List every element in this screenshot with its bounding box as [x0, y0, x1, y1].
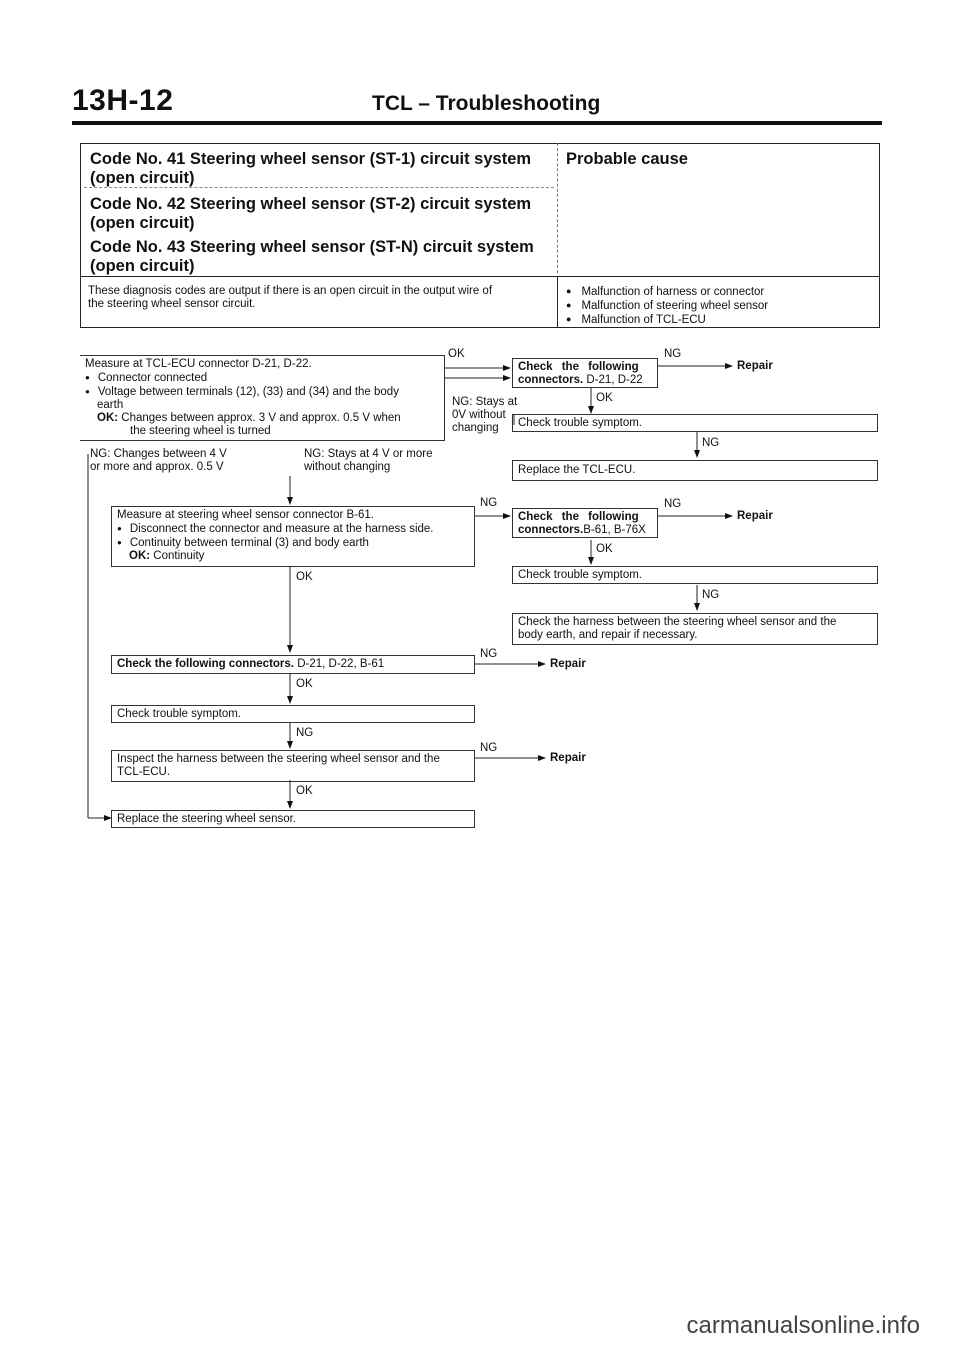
code-41: Code No. 41 Steering wheel sensor (ST-1) circuit system (open circuit)	[90, 150, 532, 187]
replace-ecu: Replace the TCL-ECU.	[512, 460, 878, 481]
ng-label: NG	[702, 437, 720, 449]
code-42: Code No. 42 Steering wheel sensor (ST-2) circuit system (open circuit)	[90, 195, 532, 232]
ng-label: NG	[664, 498, 682, 510]
measure-sensor-box: Measure at steering wheel sensor connector B-61. ● Disconnect the connector and measure at the harness side. ● Continuity between terminal (3) and body earth OK: Continuity	[111, 506, 475, 567]
ng-stays-4v: NG: Stays at 4 V or more without changing	[304, 448, 433, 473]
check-trouble-symptom-3: Check trouble symptom.	[111, 705, 475, 723]
ng-label: NG	[664, 348, 682, 360]
page-title: TCL – Troubleshooting	[372, 92, 601, 115]
ok-label: OK	[596, 543, 613, 555]
ng-changes-between: NG: Changes between 4 V or more and approx. 0.5 V	[90, 448, 227, 473]
cause-item: ● Malfunction of steering wheel sensor	[566, 299, 768, 313]
measure-ecu-box: Measure at TCL-ECU connector D-21, D-22. ● Connector connected ● Voltage between terminals (12), (33) and (34) and the body earth OK: Changes between approx. 3 V and approx. 0.5 V when the steering wheel is turned	[80, 355, 445, 441]
probable-cause-heading: Probable cause	[566, 150, 688, 168]
code-description: These diagnosis codes are output if there is an open circuit in the output wire of the steering wheel sensor circuit.	[88, 285, 493, 310]
repair-label: Repair	[550, 752, 586, 764]
cause-item: ● Malfunction of TCL-ECU	[566, 313, 768, 327]
ng-stays-0v: NG: Stays at 0V without changing	[452, 396, 518, 434]
watermark: carmanualsonline.info	[686, 1312, 920, 1339]
repair-label: Repair	[550, 658, 586, 670]
ok-label: OK	[296, 678, 313, 690]
check-connectors-2: Check the following connectors.B-61, B-76X	[512, 508, 658, 538]
code-43: Code No. 43 Steering wheel sensor (ST-N) circuit system (open circuit)	[90, 238, 534, 275]
ng-label: NG	[480, 497, 498, 509]
ng-label: NG	[480, 648, 498, 660]
check-trouble-symptom-1: Check trouble symptom.	[512, 414, 878, 432]
repair-label: Repair	[737, 360, 773, 372]
ok-label: OK	[596, 392, 613, 404]
ng-label: NG	[296, 727, 314, 739]
ng-label: NG	[480, 742, 498, 754]
ok-label: OK	[448, 348, 465, 360]
check-trouble-symptom-2: Check trouble symptom.	[512, 566, 878, 584]
page-number: 13H-12	[72, 84, 174, 117]
check-connectors-1: Check the following connectors. D-21, D-22	[512, 358, 658, 388]
ok-label: OK	[296, 571, 313, 583]
check-connectors-3: Check the following connectors. D-21, D-22, B-61	[111, 655, 475, 674]
cause-item: ● Malfunction of harness or connector	[566, 285, 768, 299]
check-harness-box: Check the harness between the steering wheel sensor and the body earth, and repair if necessary.	[512, 613, 878, 645]
inspect-harness-box: Inspect the harness between the steering wheel sensor and the TCL-ECU.	[111, 750, 475, 782]
ok-label: OK	[296, 785, 313, 797]
ng-label: NG	[702, 589, 720, 601]
replace-sensor-box: Replace the steering wheel sensor.	[111, 810, 475, 828]
repair-label: Repair	[737, 510, 773, 522]
